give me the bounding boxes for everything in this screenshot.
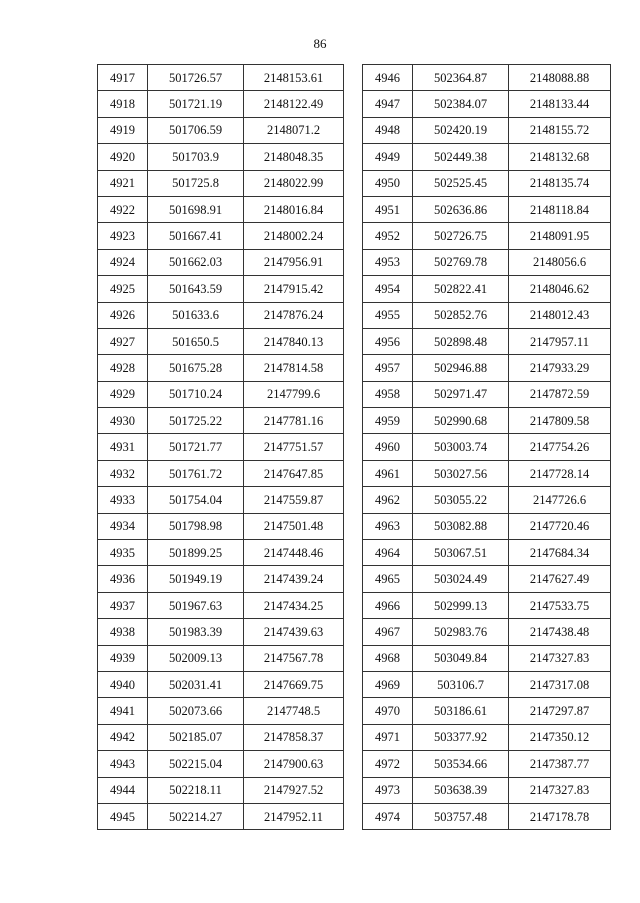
coordinate-table-left <box>97 64 344 830</box>
y-coordinate-cell: 2147754.26 <box>509 434 611 460</box>
table-row <box>98 302 344 328</box>
table-row <box>98 223 344 249</box>
point-id-cell: 4933 <box>98 487 148 513</box>
point-id-cell: 4929 <box>98 381 148 407</box>
y-coordinate-cell: 2147501.48 <box>244 513 344 539</box>
table-row <box>363 619 611 645</box>
y-coordinate-cell: 2148135.74 <box>509 170 611 196</box>
x-coordinate-cell: 502726.75 <box>413 223 509 249</box>
table-row <box>363 144 611 170</box>
y-coordinate-cell: 2147809.58 <box>509 408 611 434</box>
x-coordinate-cell: 501650.5 <box>148 328 244 354</box>
table-row <box>363 196 611 222</box>
y-coordinate-cell: 2147350.12 <box>509 724 611 750</box>
point-id-cell: 4974 <box>363 803 413 829</box>
table-row <box>98 645 344 671</box>
x-coordinate-cell: 501633.6 <box>148 302 244 328</box>
point-id-cell: 4958 <box>363 381 413 407</box>
y-coordinate-cell: 2147957.11 <box>509 328 611 354</box>
x-coordinate-cell: 501726.57 <box>148 65 244 91</box>
x-coordinate-cell: 501899.25 <box>148 540 244 566</box>
y-coordinate-cell: 2147647.85 <box>244 460 344 486</box>
page-number: 86 <box>313 36 327 51</box>
table-row <box>98 65 344 91</box>
x-coordinate-cell: 501643.59 <box>148 276 244 302</box>
table-row <box>98 751 344 777</box>
table-row <box>363 566 611 592</box>
y-coordinate-cell: 2148012.43 <box>509 302 611 328</box>
y-coordinate-cell: 2147533.75 <box>509 592 611 618</box>
x-coordinate-cell: 502769.78 <box>413 249 509 275</box>
x-coordinate-cell: 502218.11 <box>148 777 244 803</box>
x-coordinate-cell: 501949.19 <box>148 566 244 592</box>
y-coordinate-cell: 2147781.16 <box>244 408 344 434</box>
x-coordinate-cell: 502525.45 <box>413 170 509 196</box>
x-coordinate-cell: 501703.9 <box>148 144 244 170</box>
table-row <box>98 460 344 486</box>
y-coordinate-cell: 2147872.59 <box>509 381 611 407</box>
coordinate-table-right <box>362 64 611 830</box>
table-row <box>363 249 611 275</box>
point-id-cell: 4963 <box>363 513 413 539</box>
x-coordinate-cell: 503186.61 <box>413 698 509 724</box>
x-coordinate-cell: 501967.63 <box>148 592 244 618</box>
y-coordinate-cell: 2147627.49 <box>509 566 611 592</box>
y-coordinate-cell: 2147927.52 <box>244 777 344 803</box>
x-coordinate-cell: 503106.7 <box>413 671 509 697</box>
y-coordinate-cell: 2148002.24 <box>244 223 344 249</box>
y-coordinate-cell: 2148155.72 <box>509 117 611 143</box>
point-id-cell: 4917 <box>98 65 148 91</box>
table-row <box>98 487 344 513</box>
point-id-cell: 4921 <box>98 170 148 196</box>
table-row <box>363 777 611 803</box>
x-coordinate-cell: 502822.41 <box>413 276 509 302</box>
table-row <box>363 223 611 249</box>
x-coordinate-cell: 501721.19 <box>148 91 244 117</box>
point-id-cell: 4953 <box>363 249 413 275</box>
table-row <box>363 328 611 354</box>
x-coordinate-cell: 502946.88 <box>413 355 509 381</box>
point-id-cell: 4934 <box>98 513 148 539</box>
x-coordinate-cell: 502898.48 <box>413 328 509 354</box>
table-row <box>98 355 344 381</box>
table-row <box>363 434 611 460</box>
point-id-cell: 4937 <box>98 592 148 618</box>
point-id-cell: 4923 <box>98 223 148 249</box>
table-row <box>98 803 344 829</box>
table-row <box>98 724 344 750</box>
y-coordinate-cell: 2147317.08 <box>509 671 611 697</box>
table-row <box>363 751 611 777</box>
x-coordinate-cell: 501698.91 <box>148 196 244 222</box>
x-coordinate-cell: 502364.87 <box>413 65 509 91</box>
y-coordinate-cell: 2147448.46 <box>244 540 344 566</box>
x-coordinate-cell: 502214.27 <box>148 803 244 829</box>
point-id-cell: 4969 <box>363 671 413 697</box>
table-row <box>98 698 344 724</box>
point-id-cell: 4960 <box>363 434 413 460</box>
x-coordinate-cell: 501667.41 <box>148 223 244 249</box>
x-coordinate-cell: 503067.51 <box>413 540 509 566</box>
y-coordinate-cell: 2148091.95 <box>509 223 611 249</box>
y-coordinate-cell: 2148088.88 <box>509 65 611 91</box>
y-coordinate-cell: 2148022.99 <box>244 170 344 196</box>
point-id-cell: 4968 <box>363 645 413 671</box>
y-coordinate-cell: 2147814.58 <box>244 355 344 381</box>
table-row <box>98 91 344 117</box>
y-coordinate-cell: 2148048.35 <box>244 144 344 170</box>
table-row <box>98 566 344 592</box>
x-coordinate-cell: 502999.13 <box>413 592 509 618</box>
table-row <box>98 434 344 460</box>
x-coordinate-cell: 501725.22 <box>148 408 244 434</box>
table-row <box>363 724 611 750</box>
y-coordinate-cell: 2147669.75 <box>244 671 344 697</box>
table-row <box>363 540 611 566</box>
table-row <box>98 328 344 354</box>
point-id-cell: 4928 <box>98 355 148 381</box>
table-row <box>98 777 344 803</box>
x-coordinate-cell: 503534.66 <box>413 751 509 777</box>
point-id-cell: 4920 <box>98 144 148 170</box>
x-coordinate-cell: 502009.13 <box>148 645 244 671</box>
point-id-cell: 4965 <box>363 566 413 592</box>
x-coordinate-cell: 501754.04 <box>148 487 244 513</box>
y-coordinate-cell: 2147952.11 <box>244 803 344 829</box>
x-coordinate-cell: 503003.74 <box>413 434 509 460</box>
table-row <box>98 408 344 434</box>
y-coordinate-cell: 2148056.6 <box>509 249 611 275</box>
y-coordinate-cell: 2147567.78 <box>244 645 344 671</box>
y-coordinate-cell: 2147684.34 <box>509 540 611 566</box>
x-coordinate-cell: 503638.39 <box>413 777 509 803</box>
point-id-cell: 4932 <box>98 460 148 486</box>
x-coordinate-cell: 502852.76 <box>413 302 509 328</box>
y-coordinate-cell: 2147726.6 <box>509 487 611 513</box>
point-id-cell: 4944 <box>98 777 148 803</box>
table-row <box>363 513 611 539</box>
x-coordinate-cell: 503757.48 <box>413 803 509 829</box>
point-id-cell: 4918 <box>98 91 148 117</box>
x-coordinate-cell: 502971.47 <box>413 381 509 407</box>
x-coordinate-cell: 503377.92 <box>413 724 509 750</box>
table-row <box>98 381 344 407</box>
table-row <box>363 592 611 618</box>
table-row <box>363 803 611 829</box>
table-row <box>98 619 344 645</box>
y-coordinate-cell: 2147720.46 <box>509 513 611 539</box>
table-row <box>363 487 611 513</box>
point-id-cell: 4972 <box>363 751 413 777</box>
y-coordinate-cell: 2147327.83 <box>509 645 611 671</box>
y-coordinate-cell: 2148071.2 <box>244 117 344 143</box>
point-id-cell: 4949 <box>363 144 413 170</box>
y-coordinate-cell: 2147840.13 <box>244 328 344 354</box>
point-id-cell: 4959 <box>363 408 413 434</box>
y-coordinate-cell: 2147728.14 <box>509 460 611 486</box>
table-row <box>363 698 611 724</box>
point-id-cell: 4948 <box>363 117 413 143</box>
x-coordinate-cell: 501725.8 <box>148 170 244 196</box>
y-coordinate-cell: 2148122.49 <box>244 91 344 117</box>
point-id-cell: 4966 <box>363 592 413 618</box>
point-id-cell: 4938 <box>98 619 148 645</box>
y-coordinate-cell: 2147799.6 <box>244 381 344 407</box>
x-coordinate-cell: 501710.24 <box>148 381 244 407</box>
table-row <box>363 460 611 486</box>
x-coordinate-cell: 503024.49 <box>413 566 509 592</box>
y-coordinate-cell: 2148118.84 <box>509 196 611 222</box>
y-coordinate-cell: 2147439.63 <box>244 619 344 645</box>
y-coordinate-cell: 2147956.91 <box>244 249 344 275</box>
x-coordinate-cell: 501761.72 <box>148 460 244 486</box>
coordinate-table-left-body <box>98 65 344 830</box>
y-coordinate-cell: 2147438.48 <box>509 619 611 645</box>
y-coordinate-cell: 2147876.24 <box>244 302 344 328</box>
x-coordinate-cell: 501675.28 <box>148 355 244 381</box>
point-id-cell: 4926 <box>98 302 148 328</box>
point-id-cell: 4943 <box>98 751 148 777</box>
point-id-cell: 4931 <box>98 434 148 460</box>
x-coordinate-cell: 502983.76 <box>413 619 509 645</box>
table-row <box>98 170 344 196</box>
y-coordinate-cell: 2147439.24 <box>244 566 344 592</box>
y-coordinate-cell: 2147900.63 <box>244 751 344 777</box>
x-coordinate-cell: 502215.04 <box>148 751 244 777</box>
y-coordinate-cell: 2148153.61 <box>244 65 344 91</box>
x-coordinate-cell: 501721.77 <box>148 434 244 460</box>
point-id-cell: 4961 <box>363 460 413 486</box>
table-row <box>363 355 611 381</box>
y-coordinate-cell: 2147559.87 <box>244 487 344 513</box>
point-id-cell: 4922 <box>98 196 148 222</box>
point-id-cell: 4950 <box>363 170 413 196</box>
table-row <box>98 249 344 275</box>
point-id-cell: 4940 <box>98 671 148 697</box>
table-row <box>363 117 611 143</box>
point-id-cell: 4925 <box>98 276 148 302</box>
x-coordinate-cell: 501662.03 <box>148 249 244 275</box>
point-id-cell: 4957 <box>363 355 413 381</box>
coordinate-table-right-body <box>363 65 611 830</box>
x-coordinate-cell: 501706.59 <box>148 117 244 143</box>
point-id-cell: 4930 <box>98 408 148 434</box>
y-coordinate-cell: 2148046.62 <box>509 276 611 302</box>
point-id-cell: 4939 <box>98 645 148 671</box>
x-coordinate-cell: 502990.68 <box>413 408 509 434</box>
y-coordinate-cell: 2148016.84 <box>244 196 344 222</box>
table-row <box>363 671 611 697</box>
point-id-cell: 4956 <box>363 328 413 354</box>
point-id-cell: 4971 <box>363 724 413 750</box>
x-coordinate-cell: 501798.98 <box>148 513 244 539</box>
y-coordinate-cell: 2147178.78 <box>509 803 611 829</box>
y-coordinate-cell: 2147327.83 <box>509 777 611 803</box>
point-id-cell: 4935 <box>98 540 148 566</box>
y-coordinate-cell: 2147915.42 <box>244 276 344 302</box>
table-row <box>98 276 344 302</box>
point-id-cell: 4962 <box>363 487 413 513</box>
x-coordinate-cell: 502031.41 <box>148 671 244 697</box>
table-row <box>98 540 344 566</box>
point-id-cell: 4951 <box>363 196 413 222</box>
x-coordinate-cell: 502384.07 <box>413 91 509 117</box>
x-coordinate-cell: 502449.38 <box>413 144 509 170</box>
point-id-cell: 4947 <box>363 91 413 117</box>
point-id-cell: 4954 <box>363 276 413 302</box>
table-row <box>98 592 344 618</box>
point-id-cell: 4964 <box>363 540 413 566</box>
table-row <box>98 144 344 170</box>
table-row <box>98 117 344 143</box>
point-id-cell: 4927 <box>98 328 148 354</box>
y-coordinate-cell: 2147387.77 <box>509 751 611 777</box>
x-coordinate-cell: 503049.84 <box>413 645 509 671</box>
y-coordinate-cell: 2147297.87 <box>509 698 611 724</box>
point-id-cell: 4952 <box>363 223 413 249</box>
point-id-cell: 4936 <box>98 566 148 592</box>
table-row <box>98 513 344 539</box>
point-id-cell: 4919 <box>98 117 148 143</box>
y-coordinate-cell: 2147748.5 <box>244 698 344 724</box>
point-id-cell: 4970 <box>363 698 413 724</box>
table-row <box>363 91 611 117</box>
point-id-cell: 4945 <box>98 803 148 829</box>
x-coordinate-cell: 501983.39 <box>148 619 244 645</box>
y-coordinate-cell: 2147434.25 <box>244 592 344 618</box>
table-row <box>363 276 611 302</box>
point-id-cell: 4973 <box>363 777 413 803</box>
point-id-cell: 4941 <box>98 698 148 724</box>
x-coordinate-cell: 502636.86 <box>413 196 509 222</box>
x-coordinate-cell: 502185.07 <box>148 724 244 750</box>
table-row <box>98 196 344 222</box>
table-row <box>363 408 611 434</box>
table-row <box>363 65 611 91</box>
y-coordinate-cell: 2147933.29 <box>509 355 611 381</box>
table-row <box>98 671 344 697</box>
table-row <box>363 170 611 196</box>
y-coordinate-cell: 2147858.37 <box>244 724 344 750</box>
table-row <box>363 381 611 407</box>
point-id-cell: 4946 <box>363 65 413 91</box>
x-coordinate-cell: 503055.22 <box>413 487 509 513</box>
y-coordinate-cell: 2148133.44 <box>509 91 611 117</box>
point-id-cell: 4955 <box>363 302 413 328</box>
table-row <box>363 302 611 328</box>
point-id-cell: 4924 <box>98 249 148 275</box>
x-coordinate-cell: 503082.88 <box>413 513 509 539</box>
point-id-cell: 4967 <box>363 619 413 645</box>
x-coordinate-cell: 502420.19 <box>413 117 509 143</box>
y-coordinate-cell: 2147751.57 <box>244 434 344 460</box>
x-coordinate-cell: 503027.56 <box>413 460 509 486</box>
table-row <box>363 645 611 671</box>
x-coordinate-cell: 502073.66 <box>148 698 244 724</box>
point-id-cell: 4942 <box>98 724 148 750</box>
y-coordinate-cell: 2148132.68 <box>509 144 611 170</box>
